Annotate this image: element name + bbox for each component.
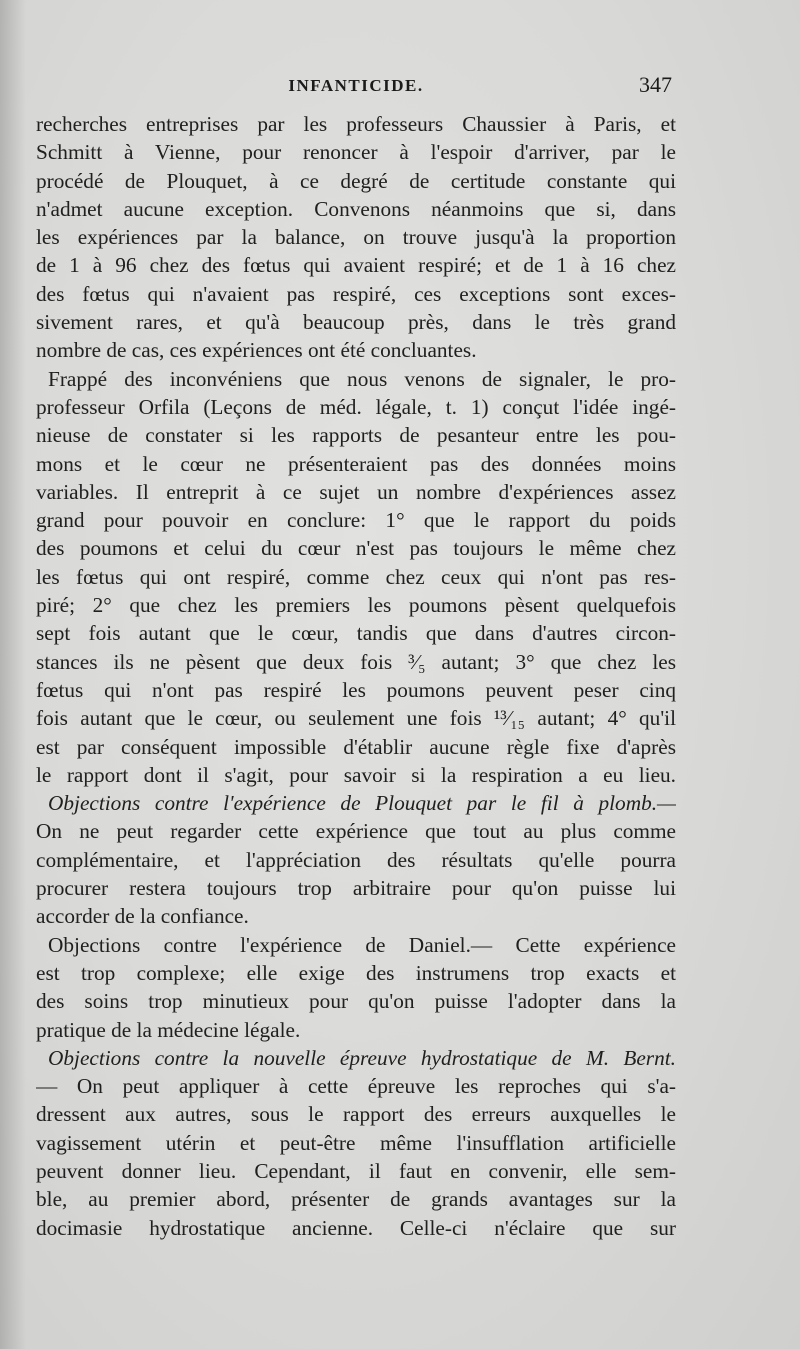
text-line: sept fois autant que le cœur, tandis que dans d'autres circon- — [36, 621, 676, 646]
text-line: variables. Il entreprit à ce sujet un nombre d'expériences assez — [36, 479, 676, 504]
text-line: nieuse de constater si les rapports de pesanteur entre les pou- — [36, 423, 676, 448]
text-line: sivement rares, et qu'à beaucoup près, dans le très grand — [36, 310, 676, 335]
text-line: accorder de la confiance. — [36, 904, 249, 929]
running-head: INFANTICIDE. — [288, 76, 424, 95]
binding-shadow — [0, 0, 26, 1349]
text-line: procurer restera toujours trop arbitraire pour qu'on puisse lui — [36, 876, 676, 901]
text-line: mons et le cœur ne présenteraient pas des données moins — [36, 451, 676, 476]
page-header — [36, 70, 676, 104]
text-line: procédé de Plouquet, à ce degré de certitude constante qui — [36, 168, 676, 193]
text-line: fois autant que le cœur, ou seulement une fois ¹³⁄₁₅ autant; 4° qu'il — [36, 706, 676, 731]
text-line: Schmitt à Vienne, pour renoncer à l'espoir d'arriver, par le — [36, 140, 676, 165]
text-line: piré; 2° que chez les premiers les poumons pèsent quelquefois — [36, 593, 676, 618]
text-line: stances ils ne pèsent que deux fois ³⁄₅ autant; 3° que chez les — [36, 649, 676, 674]
text-line: nombre de cas, ces expériences ont été concluantes. — [36, 338, 477, 363]
text-line: est trop complexe; elle exige des instrumens trop exacts et — [36, 960, 676, 985]
section-heading-line: Objections contre l'expérience de Daniel.— Cette expérience — [48, 932, 676, 957]
text-line: pratique de la médecine légale. — [36, 1017, 301, 1042]
text-line: docimasie hydrostatique ancienne. Celle-ci n'éclaire que sur — [36, 1215, 676, 1240]
text-line: recherches entreprises par les professeurs Chaussier à Paris, et — [36, 112, 676, 136]
text-line: professeur Orfila (Leçons de méd. légale, t. 1) conçut l'idée ingé- — [36, 394, 676, 419]
text-line: complémentaire, et l'appréciation des résultats qu'elle pourra — [36, 847, 676, 872]
body-text — [36, 110, 676, 1242]
text-line: des poumons et celui du cœur n'est pas toujours le même chez — [36, 536, 676, 561]
text-line: est par conséquent impossible d'établir aucune règle fixe d'après — [36, 734, 676, 759]
text-line: les fœtus qui ont respiré, comme chez ceux qui n'ont pas res- — [36, 564, 676, 589]
section-heading-line: Objections contre l'expérience de Plouquet par le fil à plomb.— — [48, 791, 676, 816]
text-line: les expériences par la balance, on trouve jusqu'à la proportion — [36, 225, 676, 250]
text-line: dressent aux autres, sous le rapport des erreurs auxquelles le — [36, 1102, 676, 1127]
text-line: ble, au premier abord, présenter de grands avantages sur la — [36, 1187, 676, 1212]
page-number: 347 — [639, 72, 672, 97]
section-heading-line: Objections contre la nouvelle épreuve hydrostatique de M. Bernt. — [48, 1045, 676, 1070]
text-line: de 1 à 96 chez des fœtus qui avaient respiré; et de 1 à 16 chez — [36, 253, 676, 278]
text-line: le rapport dont il s'agit, pour savoir si la respiration a eu lieu. — [36, 762, 676, 787]
text-line: vagissement utérin et peut-être même l'insufflation artificielle — [36, 1130, 676, 1155]
text-line: peuvent donner lieu. Cependant, il faut en convenir, elle sem- — [36, 1158, 676, 1183]
text-line: — On peut appliquer à cette épreuve les reproches qui s'a- — [36, 1074, 676, 1099]
text-line: On ne peut regarder cette expérience que tout au plus comme — [36, 819, 676, 844]
text-line: fœtus qui n'ont pas respiré les poumons peuvent peser cinq — [36, 677, 676, 702]
text-line: Frappé des inconvéniens que nous venons de signaler, le pro- — [48, 366, 676, 391]
text-line: des soins trop minutieux pour qu'on puisse l'adopter dans la — [36, 989, 676, 1014]
text-line: des fœtus qui n'avaient pas respiré, ces exceptions sont exces- — [36, 281, 676, 306]
text-line: n'admet aucune exception. Convenons néanmoins que si, dans — [36, 196, 676, 221]
text-line: grand pour pouvoir en conclure: 1° que le rapport du poids — [36, 508, 676, 533]
